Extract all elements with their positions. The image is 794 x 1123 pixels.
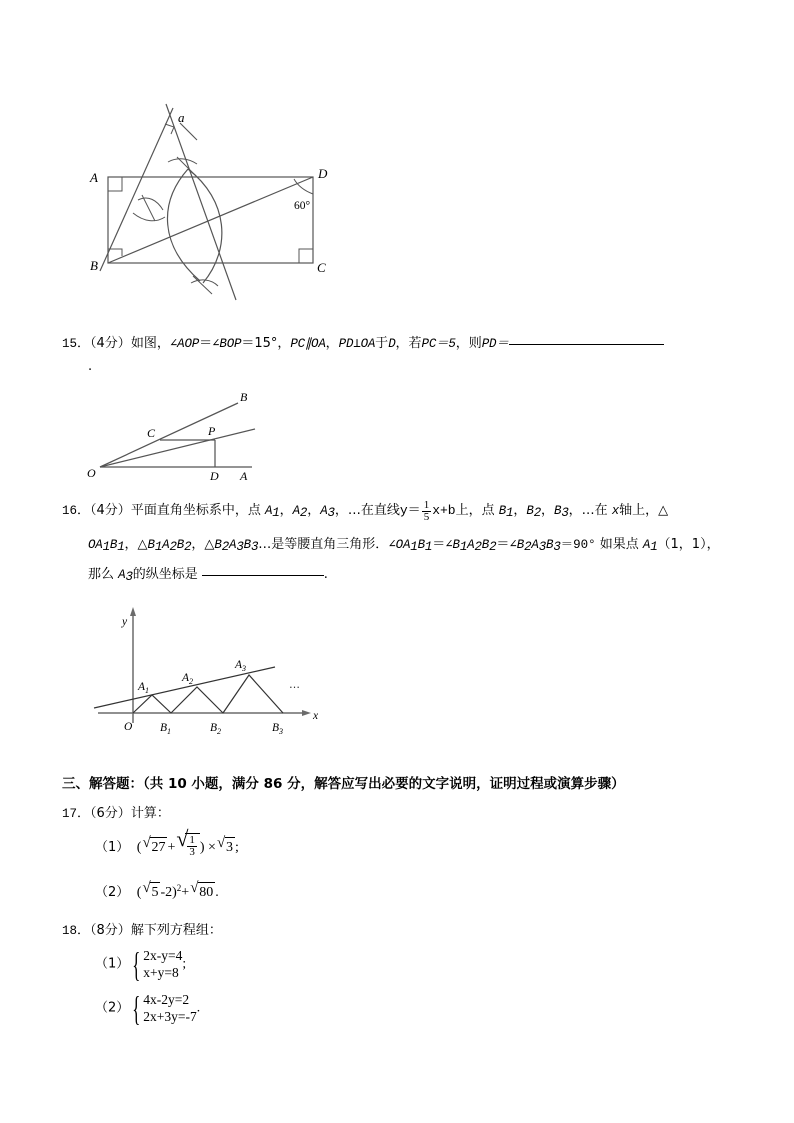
sqrt-80-icon: √ 80 <box>190 880 214 900</box>
question-16-line-2: $OA_1B_1$，$\triangle B_1A_2B_2$，$\triangle B_2A_3B_3\dots$是等腰直角三角形．$\angle OA_1B_1=\angle B_1A_2B_2=\angle B_2A_3B_3=90^\circ$ 如果点 $A_1(1$，1）， <box>88 537 720 554</box>
figure-label-A1: $A_1$ <box>138 681 150 695</box>
figure-label-A: A <box>240 469 248 483</box>
sqrt-5-icon: √ 5 <box>142 880 159 900</box>
q18-score: （8分） <box>90 923 131 938</box>
question-15-line-1: 15．（4分）如图，∠AOP＝∠BOP＝15°，PC∥OA，PD⊥OA于D，若PC＝5，则PD＝ <box>62 333 762 354</box>
question-18-item-1: （1） { 2x-y=4 x+y=8 ; <box>95 945 187 984</box>
q17-item1-label: （1） <box>95 840 130 855</box>
q15-answer-blank[interactable] <box>509 344 664 345</box>
figure-label-B: B <box>90 258 98 273</box>
question-16-line-1: 16．（4分）平面直角坐标系中，点 $A_1$，$A_2$，$A_3$，…在直线y＝ $\frac{1}{5}$ x+b上，点 $B_1$，$B_2$，$B_3$，…在 x轴上，△ <box>62 499 669 523</box>
q17-item1-expression: ( √ 27 + √ $\frac{1}{3}$ ) × √ 3 ; <box>136 826 239 858</box>
q16-number: 16 <box>62 504 78 518</box>
left-brace-icon: { <box>132 945 141 984</box>
figure-rectangle-construction <box>60 78 360 323</box>
q17-item2-label: （2） <box>95 885 130 900</box>
figure-label-B: B <box>240 390 248 404</box>
question-15-line-2 <box>88 356 92 376</box>
q15-angle-aop: ∠AOP <box>169 337 200 351</box>
question-18-prompt: 18．（8分）解下列方程组： <box>62 923 222 938</box>
q15-pc-parallel-oa: PC∥OA <box>290 337 326 351</box>
section-3-heading: 三、解答题：（共 10 小题，满分 86 分，解答应写出必要的文字说明，证明过程或演算步骤） <box>62 776 625 792</box>
figure-label-A3: $A_3$ <box>235 659 247 673</box>
figure-zigzag-triangles <box>70 595 345 735</box>
q16-answer-blank[interactable] <box>202 575 324 576</box>
q15-score: （4分） <box>90 336 131 351</box>
figure-label-A2: $A_2$ <box>182 672 194 686</box>
q18-number: 18 <box>62 924 78 938</box>
q17-number: 17 <box>62 807 78 821</box>
q18-item2-system: { 4x-2y=2 2x+3y=-7 <box>132 989 197 1028</box>
figure-label-B2: $B_2$ <box>210 722 222 735</box>
question-17-item-2 <box>95 879 219 902</box>
sqrt-one-third-icon: √ $\frac{1}{3}$ <box>176 833 200 858</box>
figure-label-a: a <box>178 110 185 125</box>
question-16-line-3: 那么 $A_3$的纵坐标是 . <box>88 567 328 584</box>
q18-item1-label: （1） <box>95 956 130 972</box>
q15-pd-perp-oa: PD⊥OA <box>338 337 376 351</box>
left-brace-icon: { <box>132 989 141 1028</box>
q17-item2-expression: ( √ 5 -2)$^2$+ √ 80 . <box>136 880 219 900</box>
figure-label-P: P <box>208 424 216 438</box>
question-17-item-1 <box>95 826 239 858</box>
figure-label-D: D <box>318 166 328 181</box>
figure-label-B1: $B_1$ <box>160 722 172 735</box>
q16-score: （4分） <box>90 503 131 518</box>
figure-label-O: O <box>124 721 133 733</box>
figure-angle-rays <box>60 385 310 490</box>
sqrt-3-icon: √ 3 <box>216 835 233 855</box>
q15-pd-answer-label: PD＝ <box>481 337 509 351</box>
figure-label-C: C <box>147 426 156 440</box>
q17-score: （6分） <box>90 806 131 821</box>
q15-text-p1: 如图， <box>130 336 170 351</box>
figure-label-D: D <box>210 469 219 483</box>
q18-item2-label: （2） <box>95 1000 130 1016</box>
figure-label-O: O <box>87 466 96 480</box>
question-18-item-2: （2） { 4x-2y=2 2x+3y=-7 . <box>95 989 201 1028</box>
figure-axis-label-y: y <box>122 616 128 628</box>
figure-label-B3: $B_3$ <box>272 722 284 735</box>
figure-label-A: A <box>90 170 98 185</box>
q18-item1-system: { 2x-y=4 x+y=8 <box>132 945 183 984</box>
q16-fraction-one-fifth: $\frac{1}{5}$ <box>423 499 430 523</box>
figure-label-angle-60: 60° <box>294 200 311 212</box>
question-17-prompt: 17．（6分）计算： <box>62 806 170 821</box>
sqrt-27-icon: √ 27 <box>142 835 166 855</box>
q15-pc-value: PC＝5 <box>421 337 456 351</box>
q15-angle-bop: ∠BOP <box>212 337 242 351</box>
q16-line-equation-y: y＝ <box>399 503 421 518</box>
figure-label-C: C <box>317 260 326 275</box>
figure-axis-label-x: x <box>313 710 319 722</box>
q15-number: 15 <box>62 337 78 351</box>
q15-period: . <box>88 359 93 374</box>
figure-ellipsis: … <box>289 678 300 691</box>
